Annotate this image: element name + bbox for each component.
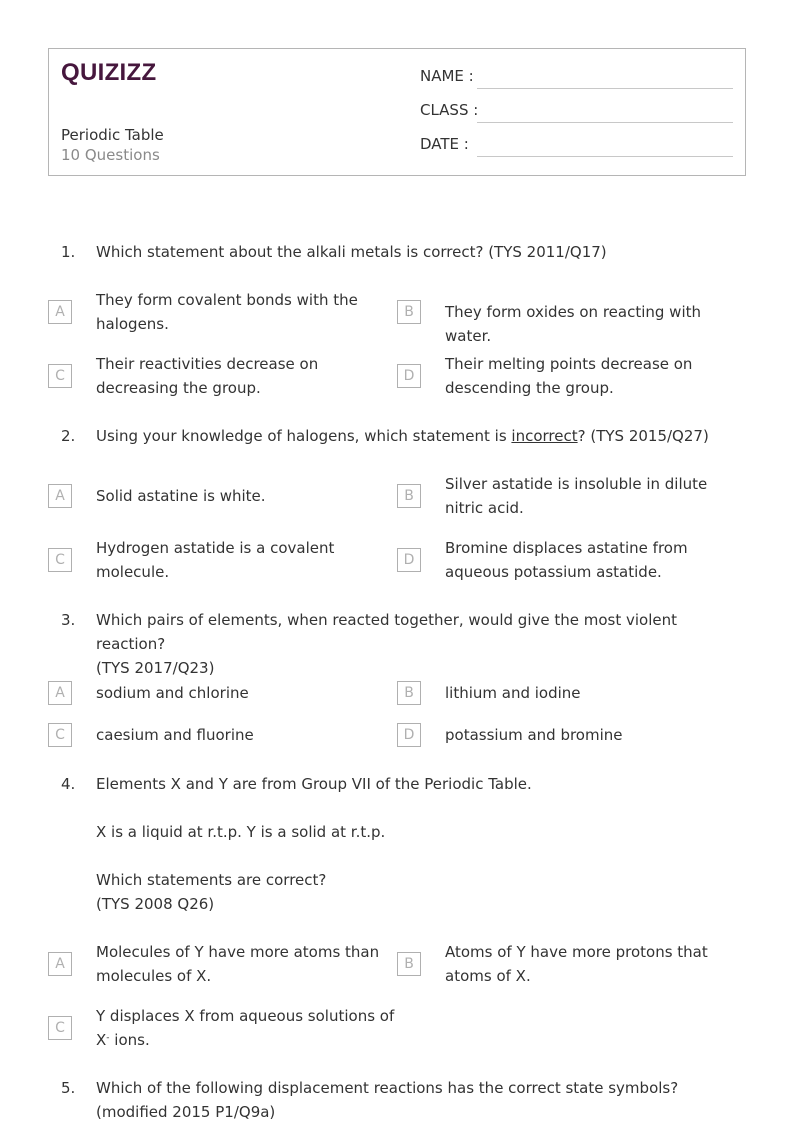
option-box-b[interactable]: B <box>397 300 421 324</box>
question-text <box>96 608 746 680</box>
underlined-word: incorrect <box>511 427 578 445</box>
ion-suffix: ions. <box>109 1031 150 1049</box>
option-text-c: Hydrogen astatide is a covalent molecule. <box>96 539 335 581</box>
worksheet-header <box>48 48 746 176</box>
question-text-start: Using your knowledge of halogens, which statement is <box>96 427 512 445</box>
option-text-a: sodium and chlorine <box>96 684 249 702</box>
question-text-line2: (TYS 2017/Q23) <box>96 659 215 677</box>
option-box-c[interactable]: C <box>48 548 72 572</box>
ion-charge: - <box>106 1033 110 1043</box>
option-box-a[interactable]: A <box>48 952 72 976</box>
question-paragraph-4: (TYS 2008 Q26) <box>96 895 215 913</box>
name-field[interactable] <box>420 67 733 89</box>
question-number: 5. <box>61 1079 76 1097</box>
date-field[interactable] <box>420 135 733 157</box>
question-number: 1. <box>61 243 76 261</box>
question-text: Which statement about the alkali metals is correct? (TYS 2011/Q17) <box>96 243 607 261</box>
question-number: 4. <box>61 775 76 793</box>
question-paragraph-3: Which statements are correct? <box>96 871 327 889</box>
option-text-b: Atoms of Y have more protons that atoms of X. <box>445 943 708 985</box>
class-line[interactable] <box>477 122 733 123</box>
option-box-d[interactable]: D <box>397 364 421 388</box>
option-text-d: Their melting points decrease on descending the group. <box>445 355 693 397</box>
option-text-d: potassium and bromine <box>445 726 623 744</box>
option-text-d: Bromine displaces astatine from aqueous potassium astatide. <box>445 539 688 581</box>
option-box-d[interactable]: D <box>397 723 421 747</box>
class-label: CLASS : <box>420 101 479 119</box>
option-text-c-line2 <box>96 1028 396 1052</box>
option-text-b: Silver astatide is insoluble in dilute nitric acid. <box>445 475 708 517</box>
option-text-c: Their reactivities decrease on decreasing the group. <box>96 355 319 397</box>
option-box-b[interactable]: B <box>397 952 421 976</box>
question-text-end: ? (TYS 2015/Q27) <box>577 427 709 445</box>
option-text-c-line1: Y displaces X from aqueous solutions of <box>96 1007 395 1025</box>
question-text <box>96 424 746 448</box>
option-text-b: They form oxides on reacting with water. <box>445 303 702 345</box>
name-label: NAME : <box>420 67 474 85</box>
option-box-a[interactable]: A <box>48 484 72 508</box>
option-box-c[interactable]: C <box>48 723 72 747</box>
question-paragraph-2: X is a liquid at r.t.p. Y is a solid at r.t.p. <box>96 823 386 841</box>
question-number: 2. <box>61 427 76 445</box>
question-count: 10 Questions <box>61 146 160 164</box>
question-paragraph-1: Elements X and Y are from Group VII of the Periodic Table. <box>96 775 532 793</box>
option-box-b[interactable]: B <box>397 484 421 508</box>
worksheet-title: Periodic Table <box>61 126 164 144</box>
option-box-d[interactable]: D <box>397 548 421 572</box>
option-text-c <box>96 1004 396 1052</box>
option-box-c[interactable]: C <box>48 364 72 388</box>
quizizz-logo: QUIZIZZ <box>61 59 157 86</box>
option-text-b: lithium and iodine <box>445 684 581 702</box>
question-text: Which of the following displacement reactions has the correct state symbols? (modified 2015 P1/Q9a) <box>96 1079 679 1121</box>
date-label: DATE : <box>420 135 469 153</box>
option-text-a: Molecules of Y have more atoms than molecules of X. <box>96 943 380 985</box>
option-text-c: caesium and fluorine <box>96 726 254 744</box>
question-text-line1: Which pairs of elements, when reacted together, would give the most violent reaction? <box>96 611 678 653</box>
name-line[interactable] <box>477 88 733 89</box>
ion-symbol: X <box>96 1031 107 1049</box>
option-box-b[interactable]: B <box>397 681 421 705</box>
option-box-a[interactable]: A <box>48 681 72 705</box>
question-number: 3. <box>61 611 76 629</box>
option-text-a: Solid astatine is white. <box>96 487 266 505</box>
class-field[interactable] <box>420 101 733 123</box>
option-box-c[interactable]: C <box>48 1016 72 1040</box>
option-box-a[interactable]: A <box>48 300 72 324</box>
date-line[interactable] <box>477 156 733 157</box>
option-text-a: They form covalent bonds with the halogens. <box>96 291 358 333</box>
